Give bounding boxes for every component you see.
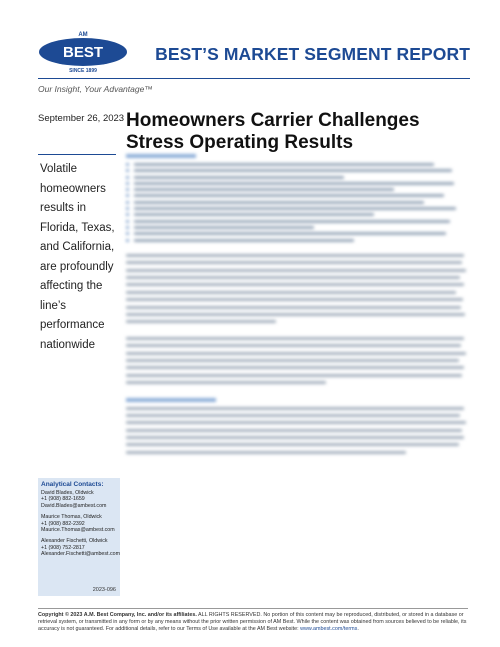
contact-phone: +1 (908) 752-2817 — [41, 544, 85, 551]
contact-email[interactable]: Alexander.Fischetti@ambest.com — [41, 551, 120, 558]
contact-email[interactable]: David.Blades@ambest.com — [41, 502, 107, 509]
copyright-notice: Copyright © 2023 A.M. Best Company, Inc. and/or its affiliates. — [38, 612, 197, 618]
analytical-contacts — [38, 478, 120, 596]
contact-card — [41, 538, 120, 558]
svg-text:AM: AM — [78, 32, 88, 38]
article-headline: Homeowners Carrier Challenges Stress Operating Results — [126, 110, 420, 153]
contact-name: David Blades, Oldwick — [41, 490, 94, 496]
contact-card — [41, 490, 117, 509]
report-header — [0, 0, 500, 78]
contact-name: Alexander Fischetti, Oldwick — [41, 538, 108, 545]
svg-text:BEST: BEST — [62, 44, 104, 61]
copyright-footer: Copyright © 2023 A.M. Best Company, Inc. and/or its affiliates. ALL RIGHTS RESERVED. No portion of this content may be reproduced, distributed, or stored in a database or retrieval system, or transmitted in any form or by any means without the prior written permission of AM Best. While the content was obtained from sources believed to be reliable, its accuracy is not guaranteed. For additional details, refer to our Terms of Use available at the AM Best website: www.ambest.com/terms. — [38, 612, 467, 633]
report-code: 2023-096 — [92, 587, 116, 593]
pull-quote: Volatile homeowners results in Florida, Texas, and California, are profoundly affecting the line’s performance nationwide — [40, 163, 115, 351]
contact-card — [41, 514, 117, 533]
sidebar-divider — [38, 154, 116, 155]
footer-disclaimer: ALL RIGHTS RESERVED. No portion of this content may be reproduced, distributed, or stored in a database or retrieval system, or transmitted in any form or by any means without the prior written permission of AM Best. While the content was obtained from sources believed to be reliable, its accuracy is not guaranteed. For additional details, refer to our Terms of Use available at the AM Best website: — [38, 612, 467, 633]
report-title: BEST’S MARKET SEGMENT REPORT — [155, 44, 470, 64]
blurred-body-text — [126, 154, 468, 458]
footer-divider — [38, 608, 468, 609]
contacts-title: Analytical Contacts: — [41, 481, 104, 488]
contact-name: Maurice Thomas, Oldwick — [41, 514, 102, 521]
am-best-logo — [38, 30, 128, 74]
publication-date: September 26, 2023 — [38, 113, 125, 124]
contact-phone: +1 (908) 882-1659 — [41, 496, 85, 503]
contact-phone: +1 (908) 882-2392 — [41, 520, 85, 527]
terms-link[interactable]: www.ambest.com/terms — [300, 626, 358, 633]
header-divider — [38, 78, 470, 79]
svg-text:SINCE 1899: SINCE 1899 — [69, 68, 97, 74]
tagline: Our Insight, Your Advantage™ — [38, 84, 153, 94]
section-heading-placeholder — [126, 398, 216, 402]
contact-email[interactable]: Maurice.Thomas@ambest.com — [41, 527, 115, 534]
section-heading-placeholder — [126, 154, 196, 158]
